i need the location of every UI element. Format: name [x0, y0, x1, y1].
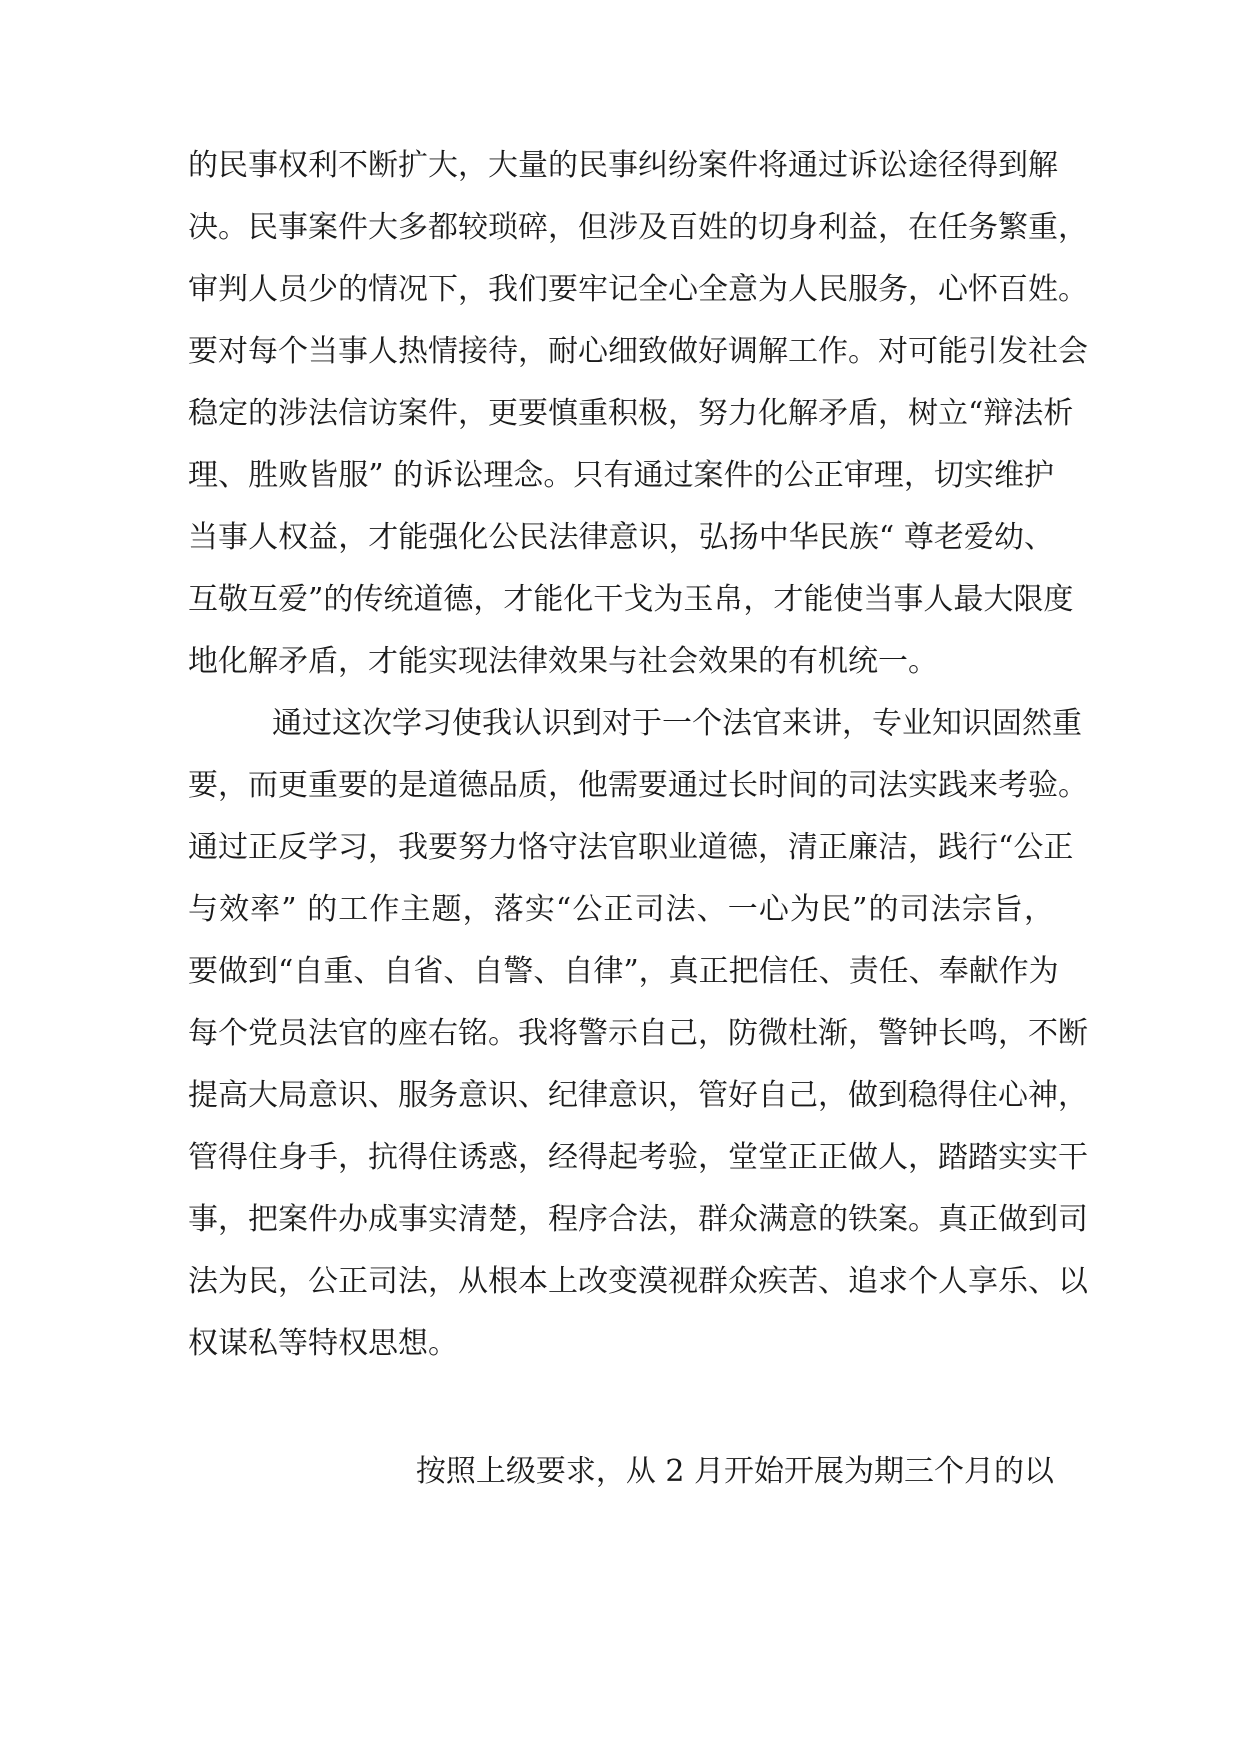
text-line-19: 法为民，公正司法，从根本上改变漠视群众疾苦、追求个人享乐、以: [188, 1264, 1088, 1299]
text-line-12: 通过正反学习，我要努力恪守法官职业道德，清正廉洁，践行“公正: [188, 830, 1074, 865]
text-line-15: 每个党员法官的座右铭。我将警示自己，防微杜渐，警钟长鸣，不断: [188, 1016, 1088, 1051]
text-line-11: 要，而更重要的是道德品质，他需要通过长时间的司法实践来考验。: [188, 768, 1088, 803]
text-line-6: 理、胜败皆服” 的诉讼理念。只有通过案件的公正审理，切实维护: [188, 458, 1054, 493]
text-line-14: 要做到“自重、自省、自警、自律”，真正把信任、责任、奉献作为: [188, 954, 1059, 989]
text-line-10: 通过这次学习使我认识到对于一个法官来讲，专业知识固然重: [272, 706, 1082, 741]
text-line-21: 按照上级要求，从 2 月开始开展为期三个月的以: [415, 1454, 1054, 1489]
text-line-3: 审判人员少的情况下，我们要牢记全心全意为人民服务，心怀百姓。: [188, 272, 1088, 307]
text-line-18: 事，把案件办成事实清楚，程序合法，群众满意的铁案。真正做到司: [188, 1202, 1088, 1237]
text-line-8: 互敬互爱”的传统道德，才能化干戈为玉帛，才能使当事人最大限度: [188, 582, 1074, 617]
text-line-1: 的民事权利不断扩大，大量的民事纠纷案件将通过诉讼途径得到解: [188, 148, 1058, 183]
text-line-16: 提高大局意识、服务意识、纪律意识，管好自己，做到稳得住心神，: [188, 1078, 1088, 1113]
text-line-20: 权谋私等特权思想。: [188, 1326, 458, 1361]
text-line-7: 当事人权益，才能强化公民法律意识，弘扬中华民族“ 尊老爱幼、: [188, 520, 1054, 555]
text-line-9: 地化解矛盾，才能实现法律效果与社会效果的有机统一。: [188, 644, 938, 679]
text-line-4: 要对每个当事人热情接待，耐心细致做好调解工作。对可能引发社会: [188, 334, 1088, 369]
text-line-17: 管得住身手，抗得住诱惑，经得起考验，堂堂正正做人，踏踏实实干: [188, 1140, 1088, 1175]
text-line-5: 稳定的涉法信访案件，更要慎重积极，努力化解矛盾，树立“辩法析: [188, 396, 1074, 431]
text-line-2: 决。民事案件大多都较琐碎，但涉及百姓的切身利益，在任务繁重，: [188, 210, 1088, 245]
text-line-13: 与效率” 的工作主题，落实“公正司法、一心为民”的司法宗旨，: [188, 892, 1054, 927]
